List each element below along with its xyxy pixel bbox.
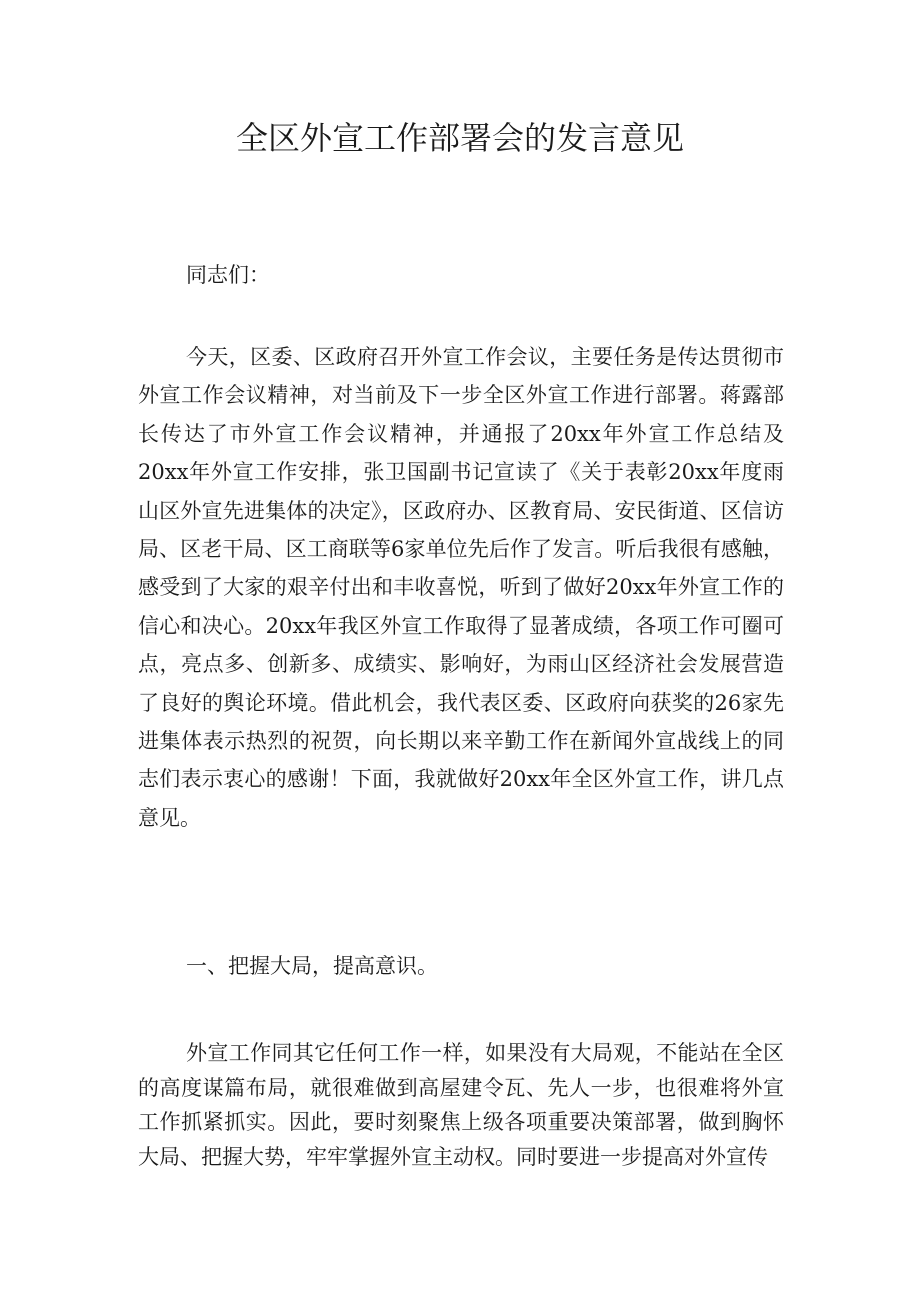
- document-title: 全区外宣工作部署会的发言意见: [235, 119, 684, 157]
- body-paragraph-2: 外宣工作同其它任何工作一样，如果没有大局观，不能站在全区的高度谋篇布局，就很难做到高屋建令瓦、先人一步，也很难将外宣工作抓紧抓实。因此，要时刻聚焦上级各项重要决策部署，做到胸怀大局、把握大势，牢牢掌握外宣主动权。同时要进一步提高对外宣传: [138, 1041, 784, 1169]
- section-heading-1: 一、把握大局，提高意识。: [186, 954, 438, 978]
- salutation: 同志们：: [186, 263, 270, 287]
- body-paragraph-1: 今天，区委、区政府召开外宣工作会议，主要任务是传达贯彻市外宣工作会议精神，对当前及下一步全区外宣工作进行部署。蒋露部长传达了市外宣工作会议精神，并通报了20xx年外宣工作总结及20xx年外宣工作安排，张卫国副书记宣读了《关于表彰20xx年度雨山区外宣先进集体的决定》，区政府办、区教育局、安民街道、区信访局、区老干局、区工商联等6家单位先后作了发言。听后我很有感触，感受到了大家的艰辛付出和丰收喜悦，听到了做好20xx年外宣工作的信心和决心。20xx年我区外宣工作取得了显著成绩，各项工作可圈可点，亮点多、创新多、成绩实、影响好，为雨山区经济社会发展营造了良好的舆论环境。借此机会，我代表区委、区政府向获奖的26家先进集体表示热烈的祝贺，向长期以来辛勤工作在新闻外宣战线上的同志们表示衷心的感谢！下面，我就做好20xx年全区外宣工作，讲几点意见。: [138, 345, 784, 830]
